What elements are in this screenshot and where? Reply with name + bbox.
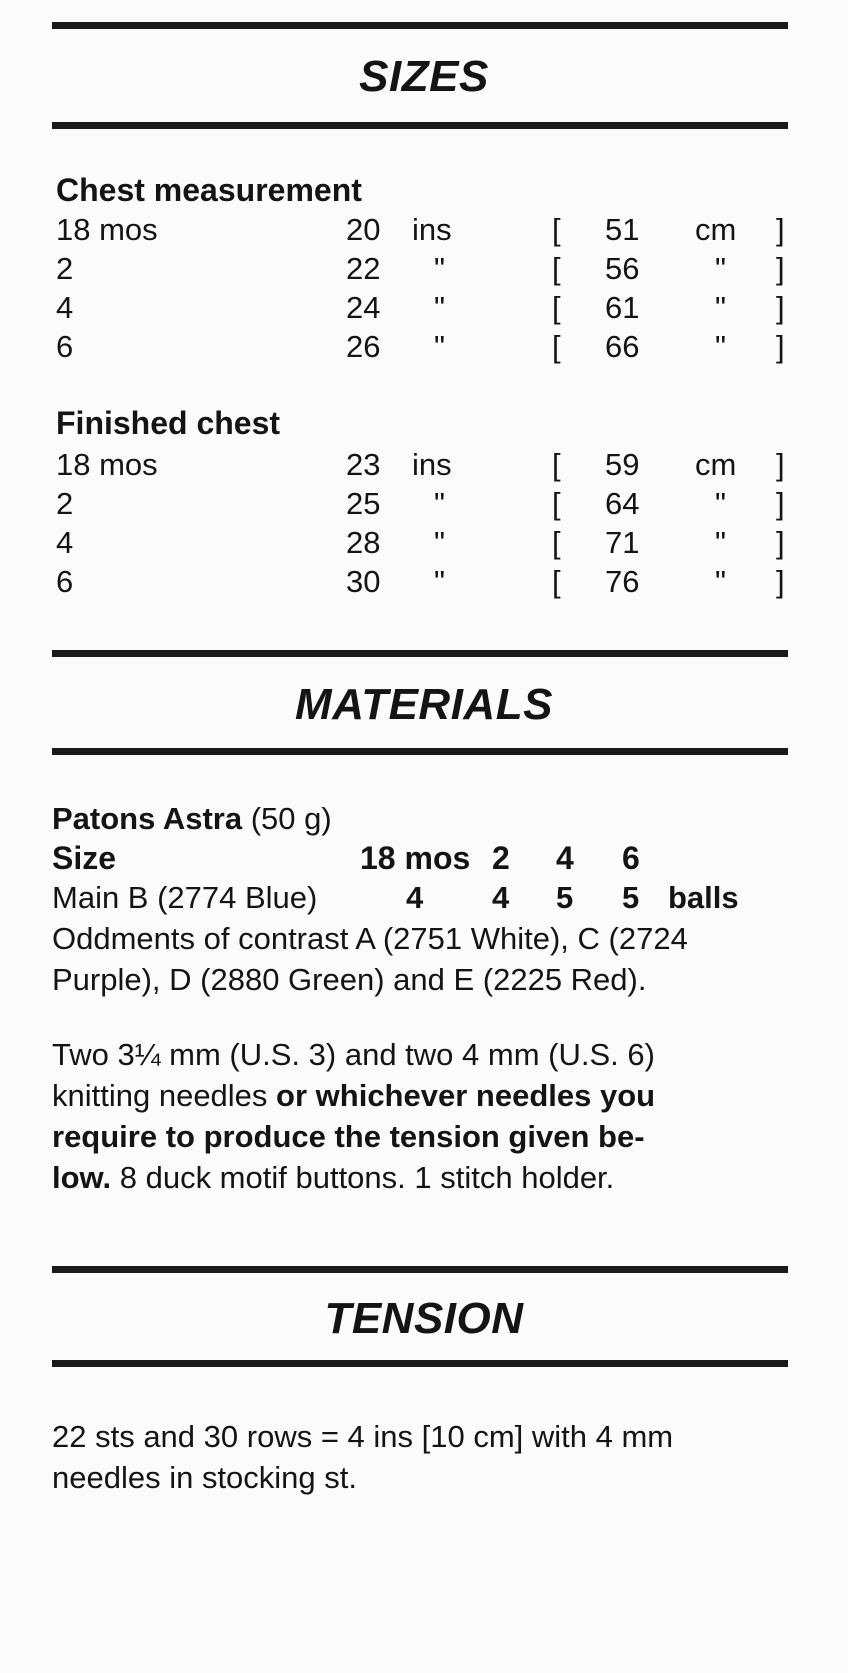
ins-unit: "	[434, 564, 446, 599]
cm-unit: cm	[695, 447, 737, 482]
finished-row	[0, 564, 848, 604]
right-bracket: ]	[776, 447, 785, 482]
cm-unit: "	[715, 290, 727, 325]
ins-cell: 24	[346, 290, 381, 325]
ins-unit: "	[434, 290, 446, 325]
needles-line-bold: low.	[52, 1160, 112, 1195]
materials-heading: MATERIALS	[295, 680, 553, 729]
ins-unit: ins	[412, 212, 452, 247]
needles-line	[52, 1157, 792, 1198]
size-cell: 4	[56, 290, 74, 325]
left-bracket: [	[552, 290, 561, 325]
ins-cell: 28	[346, 525, 381, 560]
size-cell: 4	[56, 525, 74, 560]
right-bracket: ]	[776, 525, 785, 560]
size-cell: 2	[56, 486, 74, 521]
cm-unit: "	[715, 486, 727, 521]
cm-unit: "	[715, 329, 727, 364]
cm-cell: 59	[605, 447, 640, 482]
left-bracket: [	[552, 329, 561, 364]
size-col-4: 4	[556, 840, 574, 876]
cm-unit: "	[715, 251, 727, 286]
size-label: Size	[52, 840, 117, 876]
left-bracket: [	[552, 525, 561, 560]
yarn-line	[52, 798, 792, 839]
main-label: Main B (2774 Blue)	[52, 880, 318, 915]
right-bracket: ]	[776, 486, 785, 521]
rule-materials-top	[52, 650, 788, 657]
oddments-line: Oddments of contrast A (2751 White), C (2724	[52, 921, 688, 956]
cm-unit: "	[715, 564, 727, 599]
tension-line: needles in stocking st.	[52, 1460, 358, 1495]
ins-unit: "	[434, 525, 446, 560]
ins-unit: "	[434, 486, 446, 521]
chest-row	[0, 212, 848, 252]
ins-unit: ins	[412, 447, 452, 482]
ins-cell: 30	[346, 564, 381, 599]
tension-text	[52, 1416, 792, 1498]
cm-cell: 76	[605, 564, 640, 599]
ins-unit: "	[434, 329, 446, 364]
finished-chest-title: Finished chest	[56, 405, 281, 441]
cm-unit: cm	[695, 212, 737, 247]
chest-row	[0, 251, 848, 291]
left-bracket: [	[552, 251, 561, 286]
yarn-weight: (50 g)	[250, 801, 332, 836]
finished-row	[0, 525, 848, 565]
cm-unit: "	[715, 525, 727, 560]
needles-line	[52, 1075, 792, 1116]
ins-cell: 25	[346, 486, 381, 521]
left-bracket: [	[552, 564, 561, 599]
materials-size-row	[0, 840, 848, 880]
balls-4: 5	[556, 880, 574, 915]
size-cell: 2	[56, 251, 74, 286]
size-col-2: 2	[492, 840, 510, 876]
ins-cell: 22	[346, 251, 381, 286]
size-cell: 6	[56, 564, 74, 599]
finished-row	[0, 447, 848, 487]
right-bracket: ]	[776, 290, 785, 325]
chest-row	[0, 329, 848, 369]
needles-line-bold: or whichever needles you	[276, 1078, 656, 1113]
right-bracket: ]	[776, 329, 785, 364]
cm-cell: 64	[605, 486, 640, 521]
cm-cell: 71	[605, 525, 640, 560]
rule-tension-bottom	[52, 1360, 788, 1367]
size-cell: 18 mos	[56, 447, 158, 482]
left-bracket: [	[552, 212, 561, 247]
rule-tension-top	[52, 1266, 788, 1273]
right-bracket: ]	[776, 251, 785, 286]
size-cell: 6	[56, 329, 74, 364]
cm-cell: 66	[605, 329, 640, 364]
balls-label: balls	[668, 880, 739, 915]
ins-unit: "	[434, 251, 446, 286]
size-col-6: 6	[622, 840, 640, 876]
balls-6: 5	[622, 880, 640, 915]
ins-cell: 23	[346, 447, 381, 482]
needles-line: Two 3¼ mm (U.S. 3) and two 4 mm (U.S. 6)	[52, 1037, 655, 1072]
rule-materials-bottom	[52, 748, 788, 755]
oddments-text	[52, 918, 792, 1000]
rule-sizes-bottom	[52, 122, 788, 129]
chest-measurement-title: Chest measurement	[56, 172, 362, 208]
chest-row	[0, 290, 848, 330]
needles-line-plain: knitting needles	[52, 1078, 277, 1113]
balls-18mos: 4	[406, 880, 424, 915]
needles-line: require to produce the tension given be-	[52, 1119, 645, 1154]
cm-cell: 56	[605, 251, 640, 286]
left-bracket: [	[552, 486, 561, 521]
tension-line: 22 sts and 30 rows = 4 ins [10 cm] with 4 mm	[52, 1419, 674, 1454]
rule-top	[52, 22, 788, 29]
right-bracket: ]	[776, 212, 785, 247]
ins-cell: 20	[346, 212, 381, 247]
tension-heading: TENSION	[324, 1294, 524, 1343]
sizes-heading: SIZES	[359, 52, 489, 101]
left-bracket: [	[552, 447, 561, 482]
oddments-line: Purple), D (2880 Green) and E (2225 Red).	[52, 962, 647, 997]
balls-2: 4	[492, 880, 510, 915]
cm-cell: 51	[605, 212, 640, 247]
needles-text	[52, 1034, 792, 1198]
yarn-name: Patons Astra	[52, 801, 243, 836]
size-cell: 18 mos	[56, 212, 158, 247]
needles-line-plain: 8 duck motif buttons. 1 stitch holder.	[111, 1160, 615, 1195]
right-bracket: ]	[776, 564, 785, 599]
finished-row	[0, 486, 848, 526]
size-col-18mos: 18 mos	[360, 840, 471, 876]
cm-cell: 61	[605, 290, 640, 325]
materials-main-row	[0, 880, 848, 920]
ins-cell: 26	[346, 329, 381, 364]
